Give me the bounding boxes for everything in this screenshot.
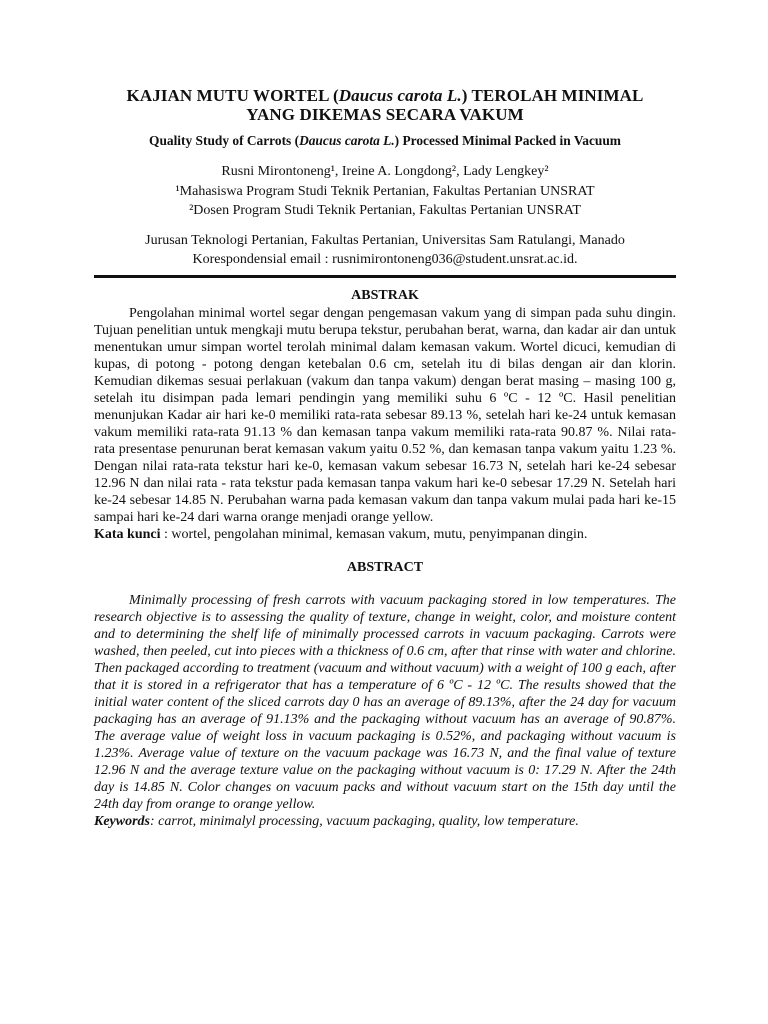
keywords	[94, 813, 676, 830]
kata-kunci-text: : wortel, pengolahan minimal, kemasan vakum, mutu, penyimpanan dingin.	[160, 526, 588, 542]
paper-title	[94, 86, 676, 124]
institution-block	[94, 231, 676, 269]
abstract-body: Minimally processing of fresh carrots with vacuum packaging stored in low temperatures. The research objective is to assessing the quality of texture, change in weight, color, and moisture content and to determining the shelf life of minimally processed carrots in vacuum packaging. Carrots were washed, then peeled, cut into pieces with a thickness of 0.6 cm, after that rinse with water and chlorine. Then packaged according to treatment (vacuum and without vacuum) with a weight of 100 g each, after that it is stored in a refrigerator that has a temperature of 6 ºC - 12 ºC. The results showed that the initial water content of the sliced carrots day 0 has an average of 89.13%, after the 24 day for vacuum packaging has an average of 91.13% and the packaging without vacuum has an average of 90.87%. The average value of weight loss in vacuum packaging is 0.52%, and packaging without vacuum is 1.23%. Average value of texture on the vacuum package was 16.73 N, and the final value of texture 12.96 N and the average texture value on the packaging without vacuum is 0: 17.29 N. After the 24th day is 14.85 N. Color changes on vacuum packs and without vacuum start on the 15th day until the 24th day from orange to orange yellow.	[94, 592, 676, 812]
abstract-heading: ABSTRACT	[346, 559, 424, 575]
kata-kunci	[94, 526, 676, 543]
species-name: Daucus carota L.	[338, 86, 462, 105]
author-block	[94, 162, 676, 221]
divider-rule	[94, 275, 676, 278]
title-line2: YANG DIKEMAS SECARA VAKUM	[246, 105, 524, 124]
abstrak-body: Pengolahan minimal wortel segar dengan pengemasan vakum yang di simpan pada suhu dingin. Tujuan penelitian untuk mengkaji mutu berupa tekstur, perubahan berat, warna, dan kadar air dan untuk menentukan umur simpan wortel terolah minimal dalam kemasan vakum. Wortel dicuci, kemudian di kupas, di potong - potong dengan ketebalan 0.6 cm, setelah itu di bilas dengan air dan klorin. Kemudian dikemas sesuai perlakuan (vakum dan tanpa vakum) dengan berat masing – masing 100 g, setelah itu disimpan pada lemari pendingin yang memiliki suhu 6 ºC - 12 ºC. Hasil penelitian menunjukan Kadar air hari ke-0 memiliki rata-rata sebesar 89.13 %, setelah hari ke-24 untuk kemasan vakum memiliki rata-rata 91.13 % dan kemasan tanpa vakum memiliki rata-rata 90.87 %. Nilai rata-rata presentase penurunan berat kemasan vakum yaitu 0.52 %, dan kemasan tanpa vakum yaitu 1.23 %. Dengan nilai rata-rata tekstur hari ke-0, kemasan vakum sebesar 16.73 N, setelah hari ke-24 sebesar 12.96 N dan nilai rata - rata tekstur pada kemasan tanpa vakum hari ke-0 sebesar 17.29 N. Setelah hari ke-24 sebesar 14.85 N. Perubahan warna pada kemasan vakum dan tanpa vakum mulai pada hari ke-15 sampai hari ke-24 dari warna orange menjadi orange yellow.	[94, 305, 676, 525]
paper-page	[94, 86, 676, 830]
keywords-text: : carrot, minimalyl processing, vacuum packaging, quality, low temperature.	[150, 813, 579, 829]
affiliation-1: ¹Mahasiswa Program Studi Teknik Pertanian, Fakultas Pertanian UNSRAT	[175, 183, 595, 199]
kata-kunci-label: Kata kunci	[94, 526, 161, 542]
title-line1: KAJIAN MUTU WORTEL (Daucus carota L.) TEROLAH MINIMAL	[126, 86, 644, 105]
keywords-label: Keywords	[94, 813, 150, 829]
correspondence-email: Korespondensial email : rusnimirontoneng036@student.unsrat.ac.id.	[192, 251, 578, 267]
author-names: Rusni Mirontoneng¹, Ireine A. Longdong², Lady Lengkey²	[221, 164, 549, 179]
abstrak-heading: ABSTRAK	[351, 287, 419, 303]
species-name-en: Daucus carota L.	[299, 133, 395, 148]
english-title: Quality Study of Carrots (Daucus carota L.) Processed Minimal Packed in Vacuum	[149, 133, 621, 148]
affiliation-2: ²Dosen Program Studi Teknik Pertanian, Fakultas Pertanian UNSRAT	[189, 203, 581, 218]
department: Jurusan Teknologi Pertanian, Fakultas Pertanian, Universitas Sam Ratulangi, Manado	[145, 232, 625, 248]
